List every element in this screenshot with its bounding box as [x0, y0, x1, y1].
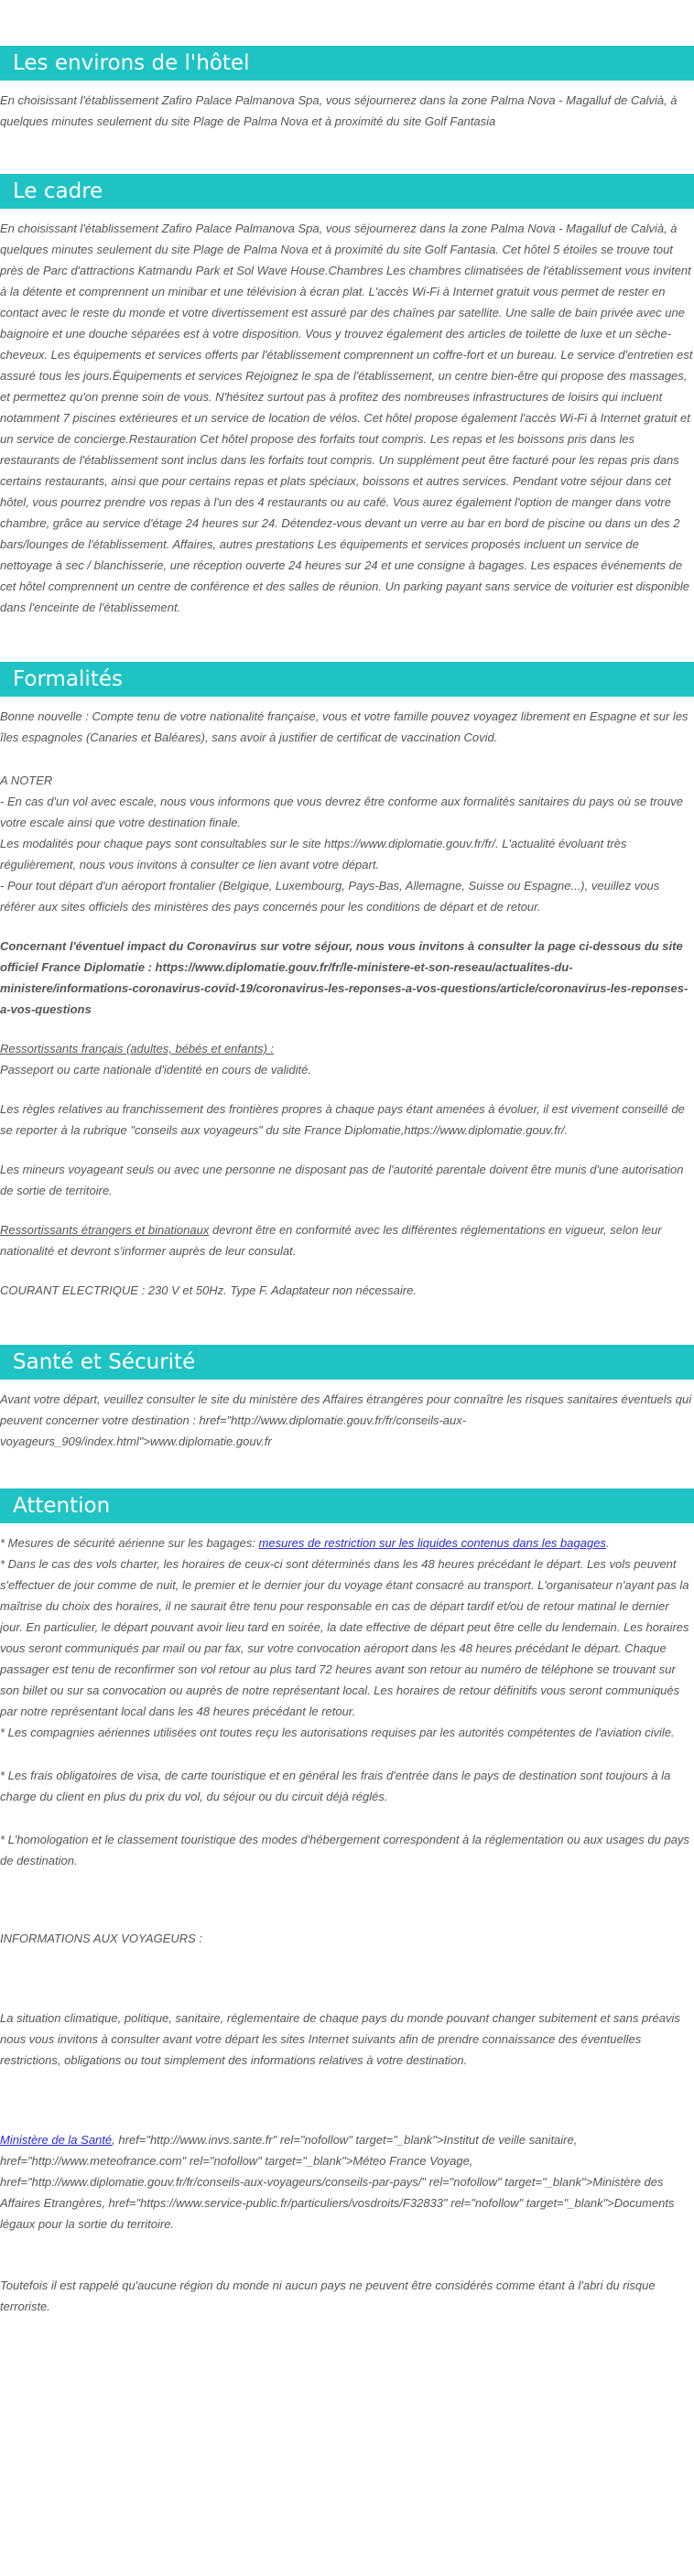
ministry-block: [0, 2129, 694, 2235]
foreign-label: Ressortissants étrangers et binationaux: [0, 1223, 210, 1237]
bag-prefix: * Mesures de sécurité aérienne sur les bagages:: [0, 1536, 259, 1550]
section-title-attention: Attention: [0, 1488, 694, 1523]
foreign-text: devront être en conformité avec les différentes réglementations en vigueur, selon leur nationalité et devront s'informer auprès de leur consulat.: [0, 1223, 662, 1258]
climate-text: La situation climatique, politique, sanitaire, réglementaire de chaque pays du monde pouvant changer subitement et sans préavis: [0, 2011, 680, 2025]
section-title-formalites: Formalités: [0, 662, 694, 697]
sante-text: Avant votre départ, veuillez consulter le site du ministère des Affaires étrangères pour connaître les risques sanitaires éventuels qui peuvent concerner votre destination : href="http://www.diplomatie.gouv.fr/fr/conseils-aux-voyageurs_909/index.html">www.diplomatie.gouv.fr: [0, 1392, 692, 1448]
section-title-sante: Santé et Sécurité: [0, 1345, 694, 1380]
note-2: Les modalités pour chaque pays sont consultables sur le site https://www.diplomatie.gouv.fr/fr/. L'actualité évoluant très régulièrement, nous vous invitons à consulter ce lien avant votre départ.: [0, 837, 627, 871]
climate-text-2: nous vous invitons à consulter avant votre départ les sites Internet suivants afin de prendre connaissance des éventuelles restrictions, obligations ou tout simplement des informations relatives à votre destination.: [0, 2032, 642, 2067]
charter-text: * Dans le cas des vols charter, les horaires de ceux-ci sont déterminés dans les 48 heures précédant le départ. Les vols peuvent s'effectuer de jour comme de nuit, le premier et le dernier jour du voyage étant consacré au transport. L'organisateur n'ayant pas la maîtrise du choix des horaires, il ne saurait être tenu pour responsable en cas de départ tardif et/ou de retour matinal le dernier jour. En particulier, le départ pouvant avoir lieu tard en soirée, la date effective de départ peut être celle du lendemain. Les horaires vous seront communiqués par mail ou par fax, sur votre convocation aéroport dans les 48 heures précédant le départ. Chaque passager est tenu de reconfirmer son vol retour au plus tard 72 heures avant son retour au numéro de téléphone se trouvant sur son billet ou sur sa convocation ou auprès de notre représentant local. Les horaires de retour définitifs vous seront communiqués par notre représentant local dans les 48 heures précédant le retour.: [0, 1557, 689, 1718]
fees-text: * Les frais obligatoires de visa, de carte touristique et en général les frais d'entrée dans le pays de destination sont toujours à la charge du client en plus du prix du vol, du séjour ou du circuit déjà réglés.: [0, 1769, 671, 1803]
fr-label: Ressortissants français (adultes, bébés et enfants) :: [0, 1042, 275, 1055]
info-title: INFORMATIONS AUX VOYAGEURS :: [0, 1932, 203, 1945]
note-3: - Pour tout départ d'un aéroport frontalier (Belgique, Luxembourg, Pays-Bas, Allemagne, Suisse ou Espagne...), veuillez vous référer aux sites officiels des ministères des pays concernés pour les conditions de départ et de retour.: [0, 879, 660, 914]
cadre-text: En choisissant l'établissement Zafiro Palace Palmanova Spa, vous séjournerez dans la zone Palma Nova - Magalluf de Calvià, à quelques minutes seulement du site Plage de Palma Nova et à proximité du site Golf Fantasia. Cet hôtel 5 étoiles se trouve tout près de Parc d'attractions Katmandu Park et Sol Wave House.Chambres Les chambres climatisées de l'établissement vous invitent à la détente et comprennent un minibar et une télévision à écran plat. L'accès Wi-Fi à Internet gratuit vous permet de rester en contact avec le reste du monde et votre divertissement est assuré par des chaînes par satellite. Une salle de bain privée avec une baignoire et une douche séparées est à votre disposition. Vous y trouvez également des articles de toilette de luxe et un sèche-cheveux. Les équipements et services offerts par l'établissement comprennent un coffre-fort et un bureau. Le service d'entretien est assuré tous les jours.Équipements et services Rejoignez le spa de l'établissement, un centre bien-être qui propose des massages, et permettez qu'on prenne soin de vous. N'hésitez surtout pas à profitez des nombreuses infrastructures de loisirs qui incluent notamment 7 piscines extérieures et un service de location de vélos. Cet hôtel propose également l'accès Wi-Fi à Internet gratuit et un service de concierge.Restauration Cet hôtel propose des forfaits tout compris. Les repas et les boissons pris dans les restaurants de l'établissement sont inclus dans les forfaits tout compris. Un supplément peut être facturé pour les repas pris dans certains restaurants, ainsi que pour certains repas et plats spéciaux, boissons et autres services. Pendant votre séjour dans cet hôtel, vous pourrez prendre vos repas à l'un des 4 restaurants ou au café. Vous aurez également l'option de manger dans votre chambre, grâce au service d'étage 24 heures sur 24. Détendez-vous devant un verre au bar en bord de piscine ou dans un des 2 bars/lounges de l'établissement. Affaires, autres prestations Les équipements et services proposés incluent un service de nettoyage à sec / blanchisserie, une réception ouverte 24 heures sur 24 et une consigne à bagages. Les espaces événements de cet hôtel comprennent un centre de conférence et des salles de réunion. Un parking payant sans service de voiturier est disponible dans l'enceinte de l'établissement.: [0, 222, 693, 614]
companies-text: * Les compagnies aériennes utilisées ont toutes reçu les autorisations requises par les autorités compétentes de l'aviation civile.: [0, 1726, 675, 1739]
section-title-environs: Les environs de l'hôtel: [0, 46, 694, 81]
bag-suffix: .: [605, 1536, 610, 1550]
note-title: A NOTER: [0, 774, 53, 787]
ministry-rest: , href="http://www.invs.sante.fr" rel="nofollow" target="_blank">Institut de veille sanitaire, href="http://www.meteofrance.com" rel="nofollow" target="_blank">Méteo France Voyage, href="http://www.diplomatie.gouv.fr/fr/conseils-aux-voyageurs/conseils-par-pays/" rel="nofollow" target="_blank">Ministère des Affaires Etrangères, href="https://www.service-public.fr/particuliers/vosdroits/F32833" rel="nofollow" target="_blank">Documents légaux pour la sortie du territoire.: [0, 2133, 675, 2231]
rules-text: Les règles relatives au franchissement des frontières propres à chaque pays étant amenées à évoluer, il est vivement conseillé de se reporter à la rubrique "conseils aux voyageurs" du site France Diplomatie,https://www.diplomatie.gouv.fr/.: [0, 1102, 685, 1137]
minors-text: Les mineurs voyageant seuls ou avec une personne ne disposant pas de l'autorité parentale doivent être munis d'une autorisation de sortie de territoire.: [0, 1163, 684, 1197]
terror-text: Toutefois il est rappelé qu'aucune région du monde ni aucun pays ne peuvent être considérés comme étant à l'abri du risque terroriste.: [0, 2278, 656, 2313]
current-text: COURANT ELECTRIQUE : 230 V et 50Hz. Type F. Adaptateur non nécessaire.: [0, 1283, 417, 1297]
homolog-text: * L'homologation et le classement touristique des modes d'hébergement correspondent à la réglementation ou aux usages du pays de destination.: [0, 1833, 689, 1867]
covid-notice: Concernant l'éventuel impact du Coronavirus sur votre séjour, nous vous invitons à consulter la page ci-dessous du site officiel France Diplomatie : https://www.diplomatie.gouv.fr/fr/le-ministere-et-son-reseau/actualites-du-ministere/informations-coronavirus-covid-19/coronavirus-les-reponses-a-vos-questions/article/coronavirus-les-reponses-a-vos-questions: [0, 939, 689, 1016]
environs-text: En choisissant l'établissement Zafiro Palace Palmanova Spa, vous séjournerez dans la zone Palma Nova - Magalluf de Calvià, à quelques minutes seulement du site Plage de Palma Nova et à proximité du site Golf Fantasia: [0, 93, 678, 128]
fr-text: Passeport ou carte nationale d'identité en cours de validité.: [0, 1063, 311, 1077]
bag-block: [0, 1532, 694, 1553]
section-title-cadre: Le cadre: [0, 174, 694, 209]
formalites-intro: Bonne nouvelle : Compte tenu de votre nationalité française, vous et votre famille pouvez voyagez librement en Espagne et sur les îles espagnoles (Canaries et Baléares), sans avoir à justifier de certificat de vaccination Covid.: [0, 709, 689, 744]
bag-link[interactable]: mesures de restriction sur les liquides contenus dans les bagages: [258, 1536, 606, 1550]
note-1: - En cas d'un vol avec escale, nous vous informons que vous devrez être conforme aux formalités sanitaires du pays où se trouve votre escale ainsi que votre destination finale.: [0, 795, 684, 829]
ministry-link[interactable]: Ministère de la Santé: [0, 2133, 113, 2147]
foreign-block: [0, 1219, 694, 1261]
